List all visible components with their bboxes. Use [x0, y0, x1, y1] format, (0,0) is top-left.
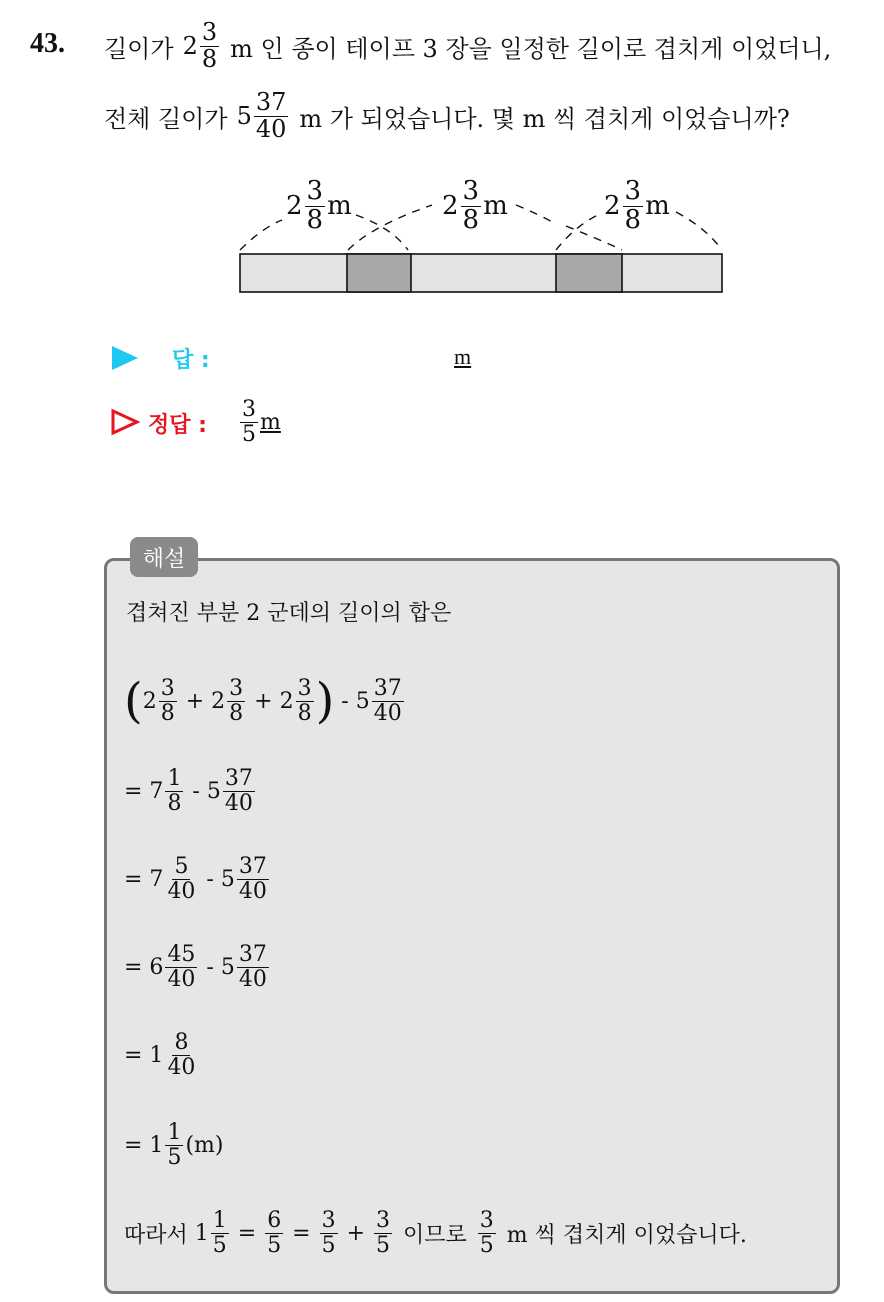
fraction — [461, 178, 482, 234]
mixed-number-whole: 5 — [236, 102, 252, 130]
term: = 1 — [124, 1132, 164, 1158]
fraction-numerator: 3 — [160, 676, 175, 702]
fraction — [372, 677, 404, 724]
label-whole: 2 — [286, 191, 303, 221]
label-unit: m — [645, 191, 670, 221]
fraction-numerator: 3 — [297, 676, 312, 702]
fraction-denominator: 5 — [212, 1232, 227, 1258]
solution-step-4 — [124, 934, 271, 1000]
fraction — [320, 1209, 338, 1256]
term: = 6 — [124, 954, 164, 980]
fraction-numerator: 3 — [229, 676, 244, 702]
fraction-denominator: 8 — [297, 700, 312, 726]
fraction-denominator: 5 — [376, 1232, 391, 1258]
fraction — [374, 1209, 392, 1256]
fraction-numerator: 3 — [306, 176, 324, 207]
fraction-denominator: 40 — [167, 1054, 196, 1080]
fraction — [240, 398, 258, 445]
arc-right-3 — [676, 212, 722, 250]
answer-unit: m — [454, 344, 472, 369]
fraction-denominator: 40 — [238, 966, 267, 992]
fraction — [296, 677, 314, 724]
overlap-region-2 — [556, 254, 622, 292]
operator: - 5 — [199, 954, 235, 980]
fraction — [237, 943, 269, 990]
operator: = — [230, 1220, 264, 1246]
tape-strip — [240, 254, 722, 292]
fraction — [165, 855, 197, 902]
answer-arrow-icon — [110, 344, 140, 372]
mixed-number-whole: 2 — [182, 32, 198, 60]
solution-step-6 — [124, 1112, 223, 1178]
operator: + 2 — [178, 688, 226, 714]
operator: - 5 — [199, 866, 235, 892]
term: 2 — [142, 688, 157, 714]
fraction-denominator: 40 — [373, 700, 402, 726]
tape-length-label-1 — [286, 176, 352, 236]
correct-label: 정답 : — [148, 413, 207, 438]
correct-unit: m — [260, 409, 281, 435]
fraction — [165, 1031, 197, 1078]
close-paren: ) — [315, 673, 335, 729]
fraction — [623, 178, 644, 234]
solution-step-3 — [124, 846, 271, 912]
fraction — [165, 943, 197, 990]
fraction-numerator: 6 — [267, 1208, 282, 1234]
operator: - 5 — [185, 778, 221, 804]
fraction-numerator: 37 — [238, 854, 267, 880]
fraction-numerator: 3 — [201, 18, 218, 47]
solution-conclusion — [124, 1200, 747, 1266]
conclusion-text: 따라서 — [124, 1222, 188, 1248]
question-text: m 가 되었습니다. 몇 m 씩 겹치게 이었습니까? — [299, 104, 790, 133]
fraction-numerator: 8 — [174, 1030, 189, 1056]
arc-left-2 — [348, 205, 432, 250]
solution-step-1 — [124, 666, 406, 736]
solution-tag: 해설 — [130, 537, 198, 577]
fraction-denominator: 5 — [167, 1144, 182, 1170]
operator: - 5 — [334, 688, 370, 714]
fraction-numerator: 37 — [224, 766, 253, 792]
term: = 7 — [124, 866, 164, 892]
arc-left-3 — [556, 215, 598, 250]
fraction-denominator: 8 — [462, 204, 480, 235]
fraction-denominator: 5 — [479, 1232, 494, 1258]
fraction-numerator: 3 — [376, 1208, 391, 1234]
operator: = — [285, 1220, 318, 1246]
fraction — [159, 677, 177, 724]
fraction-numerator: 5 — [174, 854, 189, 880]
fraction-denominator: 8 — [167, 790, 182, 816]
fraction-denominator: 8 — [229, 700, 244, 726]
fraction — [478, 1209, 496, 1256]
open-paren: ( — [124, 673, 143, 729]
fraction-numerator: 3 — [479, 1208, 494, 1234]
fraction-numerator: 1 — [167, 766, 182, 792]
label-whole: 2 — [442, 191, 459, 221]
fraction-denominator: 8 — [624, 204, 642, 235]
fraction-denominator: 40 — [167, 878, 196, 904]
arc-right-1 — [356, 215, 408, 250]
solution-intro: 겹쳐진 부분 2 군데의 길이의 합은 — [126, 601, 452, 626]
solution-step-2 — [124, 758, 257, 824]
correct-arrow-icon — [110, 408, 140, 436]
fraction-denominator: 40 — [224, 790, 253, 816]
solution-step-5 — [124, 1022, 199, 1088]
fraction — [165, 767, 183, 814]
fraction-numerator: 1 — [212, 1208, 227, 1234]
question-text: 길이가 — [104, 34, 174, 63]
arc-left-1 — [240, 220, 282, 250]
fraction — [265, 1209, 283, 1256]
tape-diagram — [0, 0, 884, 320]
fraction-numerator: 37 — [255, 88, 287, 117]
fraction — [223, 767, 255, 814]
operator: + 2 — [247, 688, 294, 714]
fraction-numerator: 37 — [373, 676, 402, 702]
operator: + — [339, 1220, 373, 1246]
fraction-denominator: 40 — [255, 114, 287, 143]
fraction — [165, 1121, 183, 1168]
fraction-denominator: 8 — [201, 44, 218, 73]
term: 1 — [187, 1220, 209, 1246]
fraction — [227, 677, 245, 724]
fraction-numerator: 1 — [167, 1120, 182, 1146]
fraction-denominator: 40 — [238, 878, 267, 904]
fraction-numerator: 45 — [167, 942, 196, 968]
question-text: m 인 종이 테이프 3 장을 일정한 길이로 겹치게 이었더니, — [230, 34, 832, 63]
question-number: 43. — [30, 28, 65, 59]
fraction-numerator: 3 — [462, 176, 480, 207]
tape-length-label-2 — [442, 176, 508, 236]
term: = 7 — [124, 778, 164, 804]
fraction-denominator: 8 — [160, 700, 175, 726]
fraction-denominator: 5 — [242, 421, 256, 447]
correct-value — [238, 392, 281, 452]
arc-right-2a — [516, 205, 556, 224]
label-unit: m — [327, 191, 352, 221]
fraction-denominator: 5 — [321, 1232, 336, 1258]
fraction-denominator: 40 — [167, 966, 196, 992]
conclusion-text: 이므로 — [403, 1222, 467, 1248]
fraction-numerator: 3 — [242, 397, 256, 423]
fraction-denominator: 8 — [306, 204, 324, 235]
fraction — [237, 855, 269, 902]
label-unit: m — [483, 191, 508, 221]
conclusion-text: m 씩 겹치게 이었습니다. — [506, 1222, 747, 1248]
fraction-numerator: 37 — [238, 942, 267, 968]
fraction-denominator: 5 — [267, 1232, 282, 1258]
overlap-region-1 — [347, 254, 411, 292]
fraction — [305, 178, 326, 234]
question-text: 전체 길이가 — [104, 104, 228, 133]
unit: (m) — [185, 1132, 224, 1158]
fraction-numerator: 3 — [321, 1208, 336, 1234]
tape-length-label-3 — [604, 176, 670, 236]
answer-label: 답 : — [172, 348, 210, 373]
term: = 1 — [124, 1042, 164, 1068]
label-whole: 2 — [604, 191, 621, 221]
fraction — [211, 1209, 229, 1256]
fraction-numerator: 3 — [624, 176, 642, 207]
